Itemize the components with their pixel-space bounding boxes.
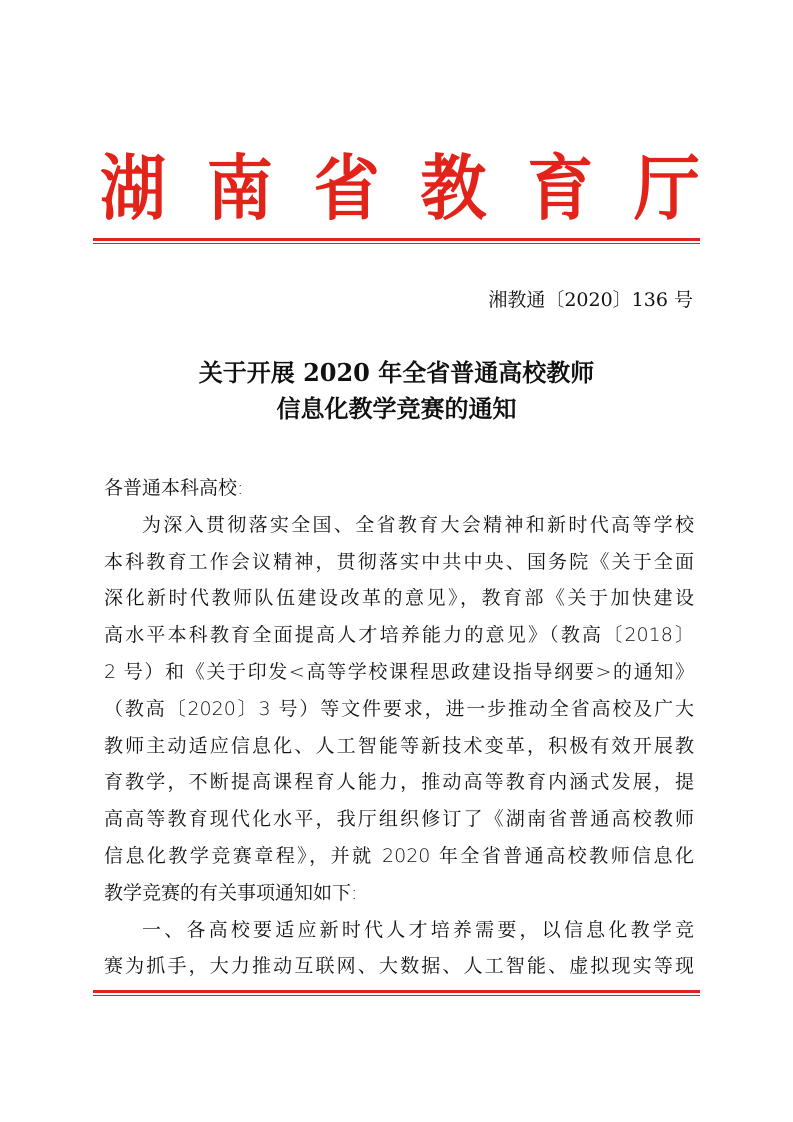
letterhead-divider-thin (93, 243, 700, 244)
document-number: 湘教通〔2020〕136 号 (488, 289, 693, 311)
letterhead-title (100, 145, 700, 231)
title-line-2: 信息化教学竞赛的通知 (276, 394, 517, 423)
paragraph-line: 深化新时代教师队伍建设改革的意见》，教育部《关于加快建设 (104, 587, 694, 610)
letterhead-divider-thick (93, 238, 700, 241)
letterhead-char: 省 (313, 145, 380, 231)
paragraph-line: （教高〔2020〕3 号）等文件要求，进一步推动全省高校及广大 (104, 697, 694, 720)
letterhead-char: 南 (206, 145, 273, 231)
paragraph-line: 高水平本科教育全面提高人才培养能力的意见》（教高〔2018〕 (104, 624, 694, 647)
letterhead-char: 教 (420, 145, 487, 231)
paragraph-line: 2 号）和《关于印发<高等学校课程思政建设指导纲要>的通知》 (104, 660, 694, 683)
paragraph-line: 赛为抓手，大力推动互联网、大数据、人工智能、虚拟现实等现 (104, 955, 694, 978)
document-body (104, 470, 694, 985)
paragraph-line: 教学竞赛的有关事项通知如下: (104, 881, 358, 904)
letterhead-char: 育 (527, 145, 594, 231)
paragraph-2 (104, 912, 694, 986)
paragraph-line: 教师主动适应信息化、人工智能等新技术变革，积极有效开展教 (104, 734, 694, 757)
title-line-1: 关于开展 2020 年全省普通高校教师 (198, 358, 595, 387)
document-title (93, 355, 700, 427)
footer-divider-thin (93, 995, 700, 996)
paragraph-line: 一、各高校要适应新时代人才培养需要，以信息化教学竞 (142, 918, 694, 941)
paragraph-line: 高高等教育现代化水平，我厅组织修订了《湖南省普通高校教师 (104, 808, 694, 831)
paragraph-line: 信息化教学竞赛章程》，并就 2020 年全省普通高校教师信息化 (104, 844, 694, 867)
letterhead-char: 厅 (633, 145, 700, 231)
salutation: 各普通本科高校: (104, 477, 244, 499)
paragraph-line: 为深入贯彻落实全国、全省教育大会精神和新时代高等学校 (142, 513, 694, 536)
paragraph-line: 育教学，不断提高课程育人能力，推动高等教育内涵式发展，提 (104, 771, 694, 794)
paragraph-line: 本科教育工作会议精神，贯彻落实中共中央、国务院《关于全面 (104, 550, 694, 573)
letterhead-char: 湖 (100, 145, 166, 231)
footer-divider-thick (93, 990, 700, 993)
paragraph-1 (104, 507, 694, 912)
